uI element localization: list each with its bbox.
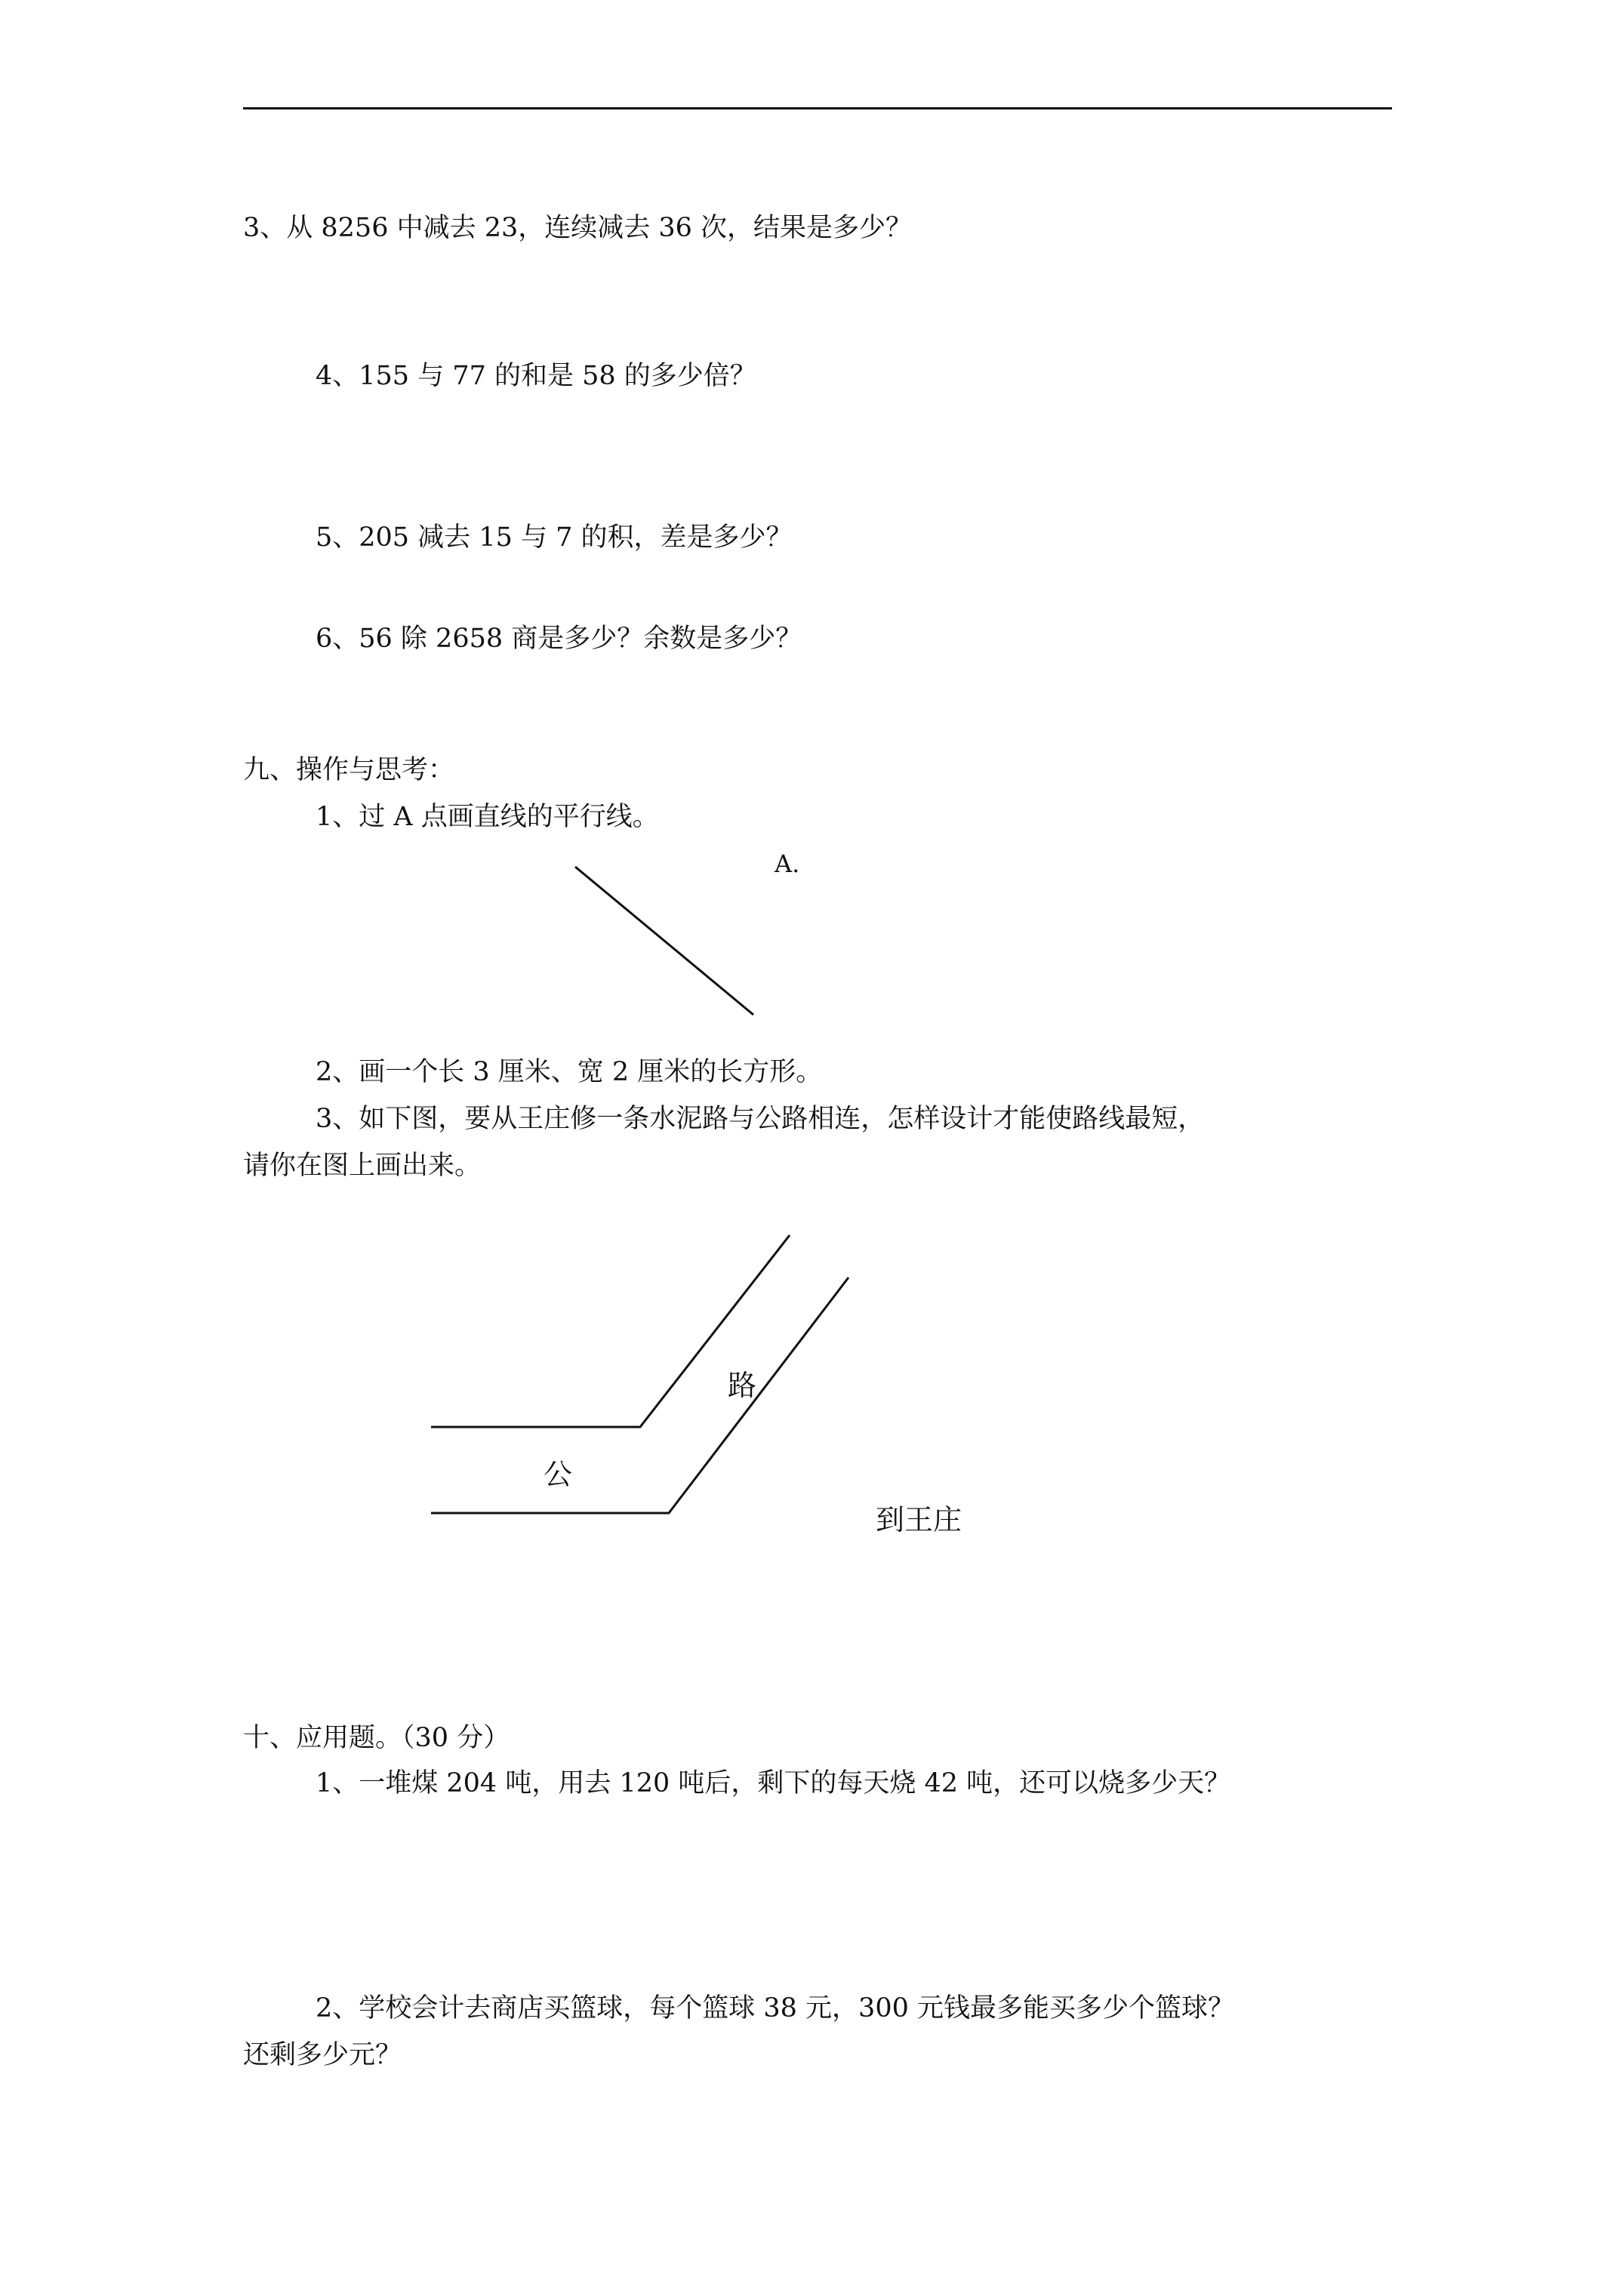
highway-edge-lower (431, 1277, 848, 1513)
section-ten-q2-line1: 2、学校会计去商店买篮球，每个篮球 38 元，300 元钱最多能买多少个篮球？ (316, 1993, 1234, 2023)
section-ten-heading: 十、应用题。（30 分） (243, 1723, 510, 1753)
road-label-lu: 路 (728, 1369, 757, 1402)
slanted-line (575, 867, 753, 1015)
road-label-gong: 公 (544, 1458, 573, 1491)
header-rule (243, 107, 1392, 109)
section-ten-q1: 1、一堆煤 204 吨，用去 120 吨后，剩下的每天烧 42 吨，还可以烧多少天？ (316, 1768, 1231, 1798)
section-nine-q3-line2: 请你在图上画出来。 (243, 1151, 482, 1181)
question-5: 5、205 减去 15 与 7 的积，差是多少？ (316, 522, 793, 553)
section-nine-q1: 1、过 A 点画直线的平行线。 (316, 802, 659, 832)
section-nine-q2: 2、画一个长 3 厘米、宽 2 厘米的长方形。 (316, 1057, 823, 1087)
section-ten-q2-line2: 还剩多少元？ (243, 2040, 402, 2070)
highway-edge-upper (431, 1235, 790, 1427)
question-4: 4、155 与 77 的和是 58 的多少倍？ (316, 361, 756, 391)
village-label: 到王庄 (876, 1503, 962, 1536)
section-nine-heading: 九、操作与思考： (243, 755, 455, 785)
section-nine-q3-line1: 3、如下图，要从王庄修一条水泥路与公路相连，怎样设计才能使路线最短， (316, 1104, 1205, 1134)
question-6: 6、56 除 2658 商是多少？余数是多少？ (316, 624, 802, 654)
question-3: 3、从 8256 中减去 23，连续减去 36 次，结果是多少？ (243, 213, 913, 243)
point-a-label: A. (775, 849, 800, 878)
